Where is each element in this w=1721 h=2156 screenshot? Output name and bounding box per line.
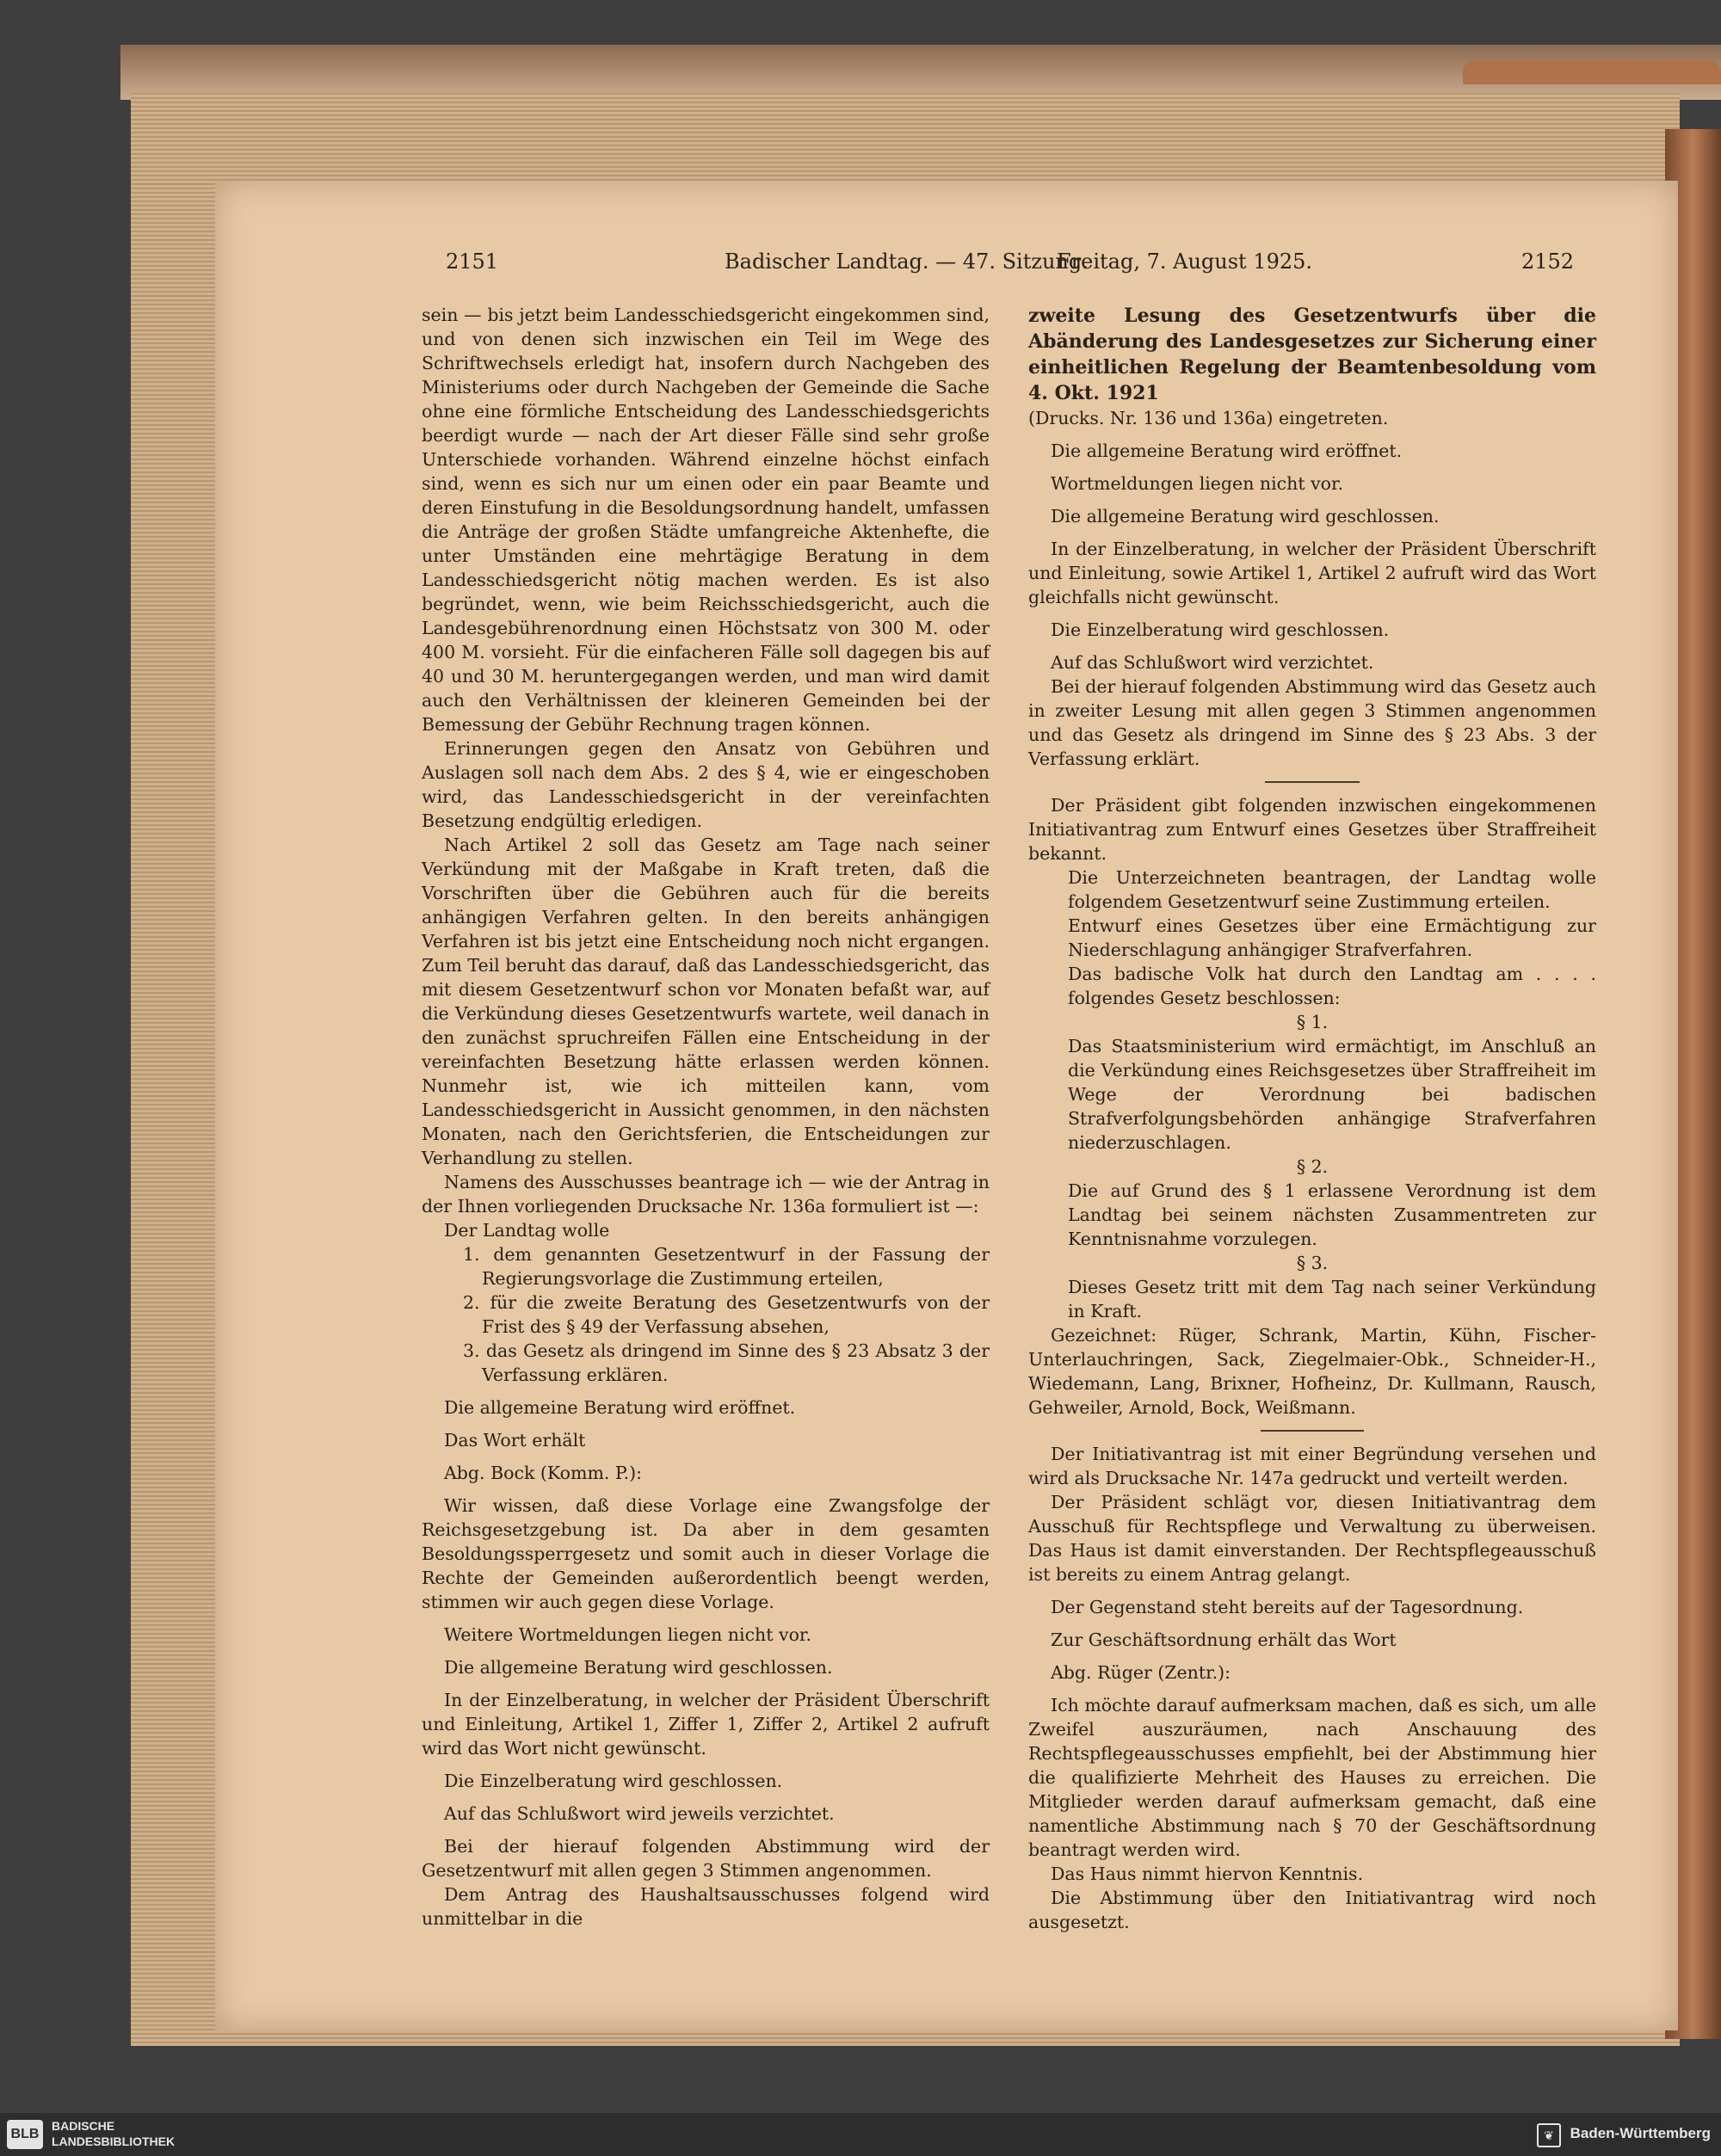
paragraph: Bei der hierauf folgenden Abstimmung wird das Gesetz auch in zweiter Lesung mit allen gegen 3 Stimmen angenommen und das Gesetz als dringend im Sinne des § 23 Abs. 3 der Verfassung erklärt. — [1028, 676, 1596, 769]
paragraph: Erinnerungen gegen den Ansatz von Gebühren und Auslagen soll nach dem Abs. 2 des § 4, wie er eingeschoben wird, das Landesschiedsgericht in der vereinfachten Besetzung endgültig erledigen. — [422, 738, 990, 831]
speaker: Abg. Rüger (Zentr.): — [1051, 1662, 1231, 1683]
paragraph: Die allgemeine Beratung wird geschlossen. — [1051, 506, 1440, 527]
paragraph: Das badische Volk hat durch den Landtag am . . . . folgendes Gesetz beschlossen: — [1068, 964, 1596, 1008]
section-heading: § 2. — [1296, 1156, 1329, 1177]
paragraph: Bei der hierauf folgenden Abstimmung wird der Gesetzentwurf mit allen gegen 3 Stimmen angenommen. — [422, 1836, 990, 1881]
page-number-left: 2151 — [446, 249, 499, 274]
page-number-right: 2152 — [1521, 249, 1575, 274]
paragraph: sein — bis jetzt beim Landesschiedsgericht eingekommen sind, und von denen sich inzwischen ein Teil im Wege des Schriftwechsels erledigt hat, insofern durch Nachgeben des Ministeriums oder durch Nachgeben der Gemeinde die Sache ohne eine förmliche Entscheidung des Landesschiedsgerichts beerdigt wurde — nach der Art dieser Fälle sind sehr große Unterschiede vorhanden. Während einzelne höchst einfach sind, wenn es sich nur um einen oder ein paar Beamte und deren Einstufung in die Besoldungsordnung handelt, umfassen die Anträge der großen Städte umfangreiche Aktenhefte, die unter Umständen eine mehrtägige Beratung in dem Landesschiedsgericht nötig machen werden. Es ist also begründet, wenn, wie beim Reichsschiedsgericht, auch die Landesgebührenordnung einen Höchstsatz von 300 M. oder 400 M. vorsieht. Für die einfacheren Fälle soll dagegen bis auf 40 und 30 M. heruntergegangen werden, und man wird damit auch den Verhältnissen der kleineren Gemeinden bei der Bemessung der Gebühr Rechnung tragen können. — [422, 305, 990, 735]
paragraph: Wir wissen, daß diese Vorlage eine Zwangsfolge der Reichsgesetzgebung ist. Da aber in dem gesamten Besoldungssperrgesetz und somit auch in dieser Vorlage die Rechte der Gemeinden außerordentlich beengt werden, stimmen wir auch gegen diese Vorlage. — [422, 1495, 990, 1612]
agenda-subtitle: (Drucks. Nr. 136 und 136a) eingetreten. — [1028, 408, 1389, 428]
library-name-line1: BADISCHE — [52, 2119, 115, 2133]
paragraph: Die allgemeine Beratung wird eröffnet. — [444, 1397, 796, 1418]
signatories: Gezeichnet: Rüger, Schrank, Martin, Kühn, Fischer-Unterlauchringen, Sack, Ziegelmaier-Obk., Schneider-H., Wiedemann, Lang, Brixner, Hofheinz, Dr. Kullmann, Rausch, Gehweiler, Arnold, Bock, Weißmann. — [1028, 1325, 1596, 1418]
library-name — [52, 2118, 175, 2149]
paragraph: Der Initiativantrag ist mit einer Begründung versehen und wird als Drucksache Nr. 147a gedruckt und verteilt werden. — [1028, 1444, 1596, 1488]
paragraph: Auf das Schlußwort wird verzichtet. — [1051, 652, 1374, 673]
paragraph: Die auf Grund des § 1 erlassene Verordnung ist dem Landtag bei seinem nächsten Zusammentreten zur Kenntnisnahme vorzulegen. — [1068, 1180, 1596, 1249]
section-heading: § 3. — [1296, 1253, 1329, 1273]
paragraph: Zur Geschäftsordnung erhält das Wort — [1051, 1629, 1397, 1650]
list-item: 2. für die zweite Beratung des Gesetzentwurfs von der Frist des § 49 der Verfassung absehen, — [463, 1292, 990, 1337]
section-divider — [1261, 1430, 1364, 1432]
paragraph: Der Präsident gibt folgenden inzwischen eingekommenen Initiativantrag zum Entwurf eines Gesetzes über Straffreiheit bekannt. — [1028, 795, 1596, 864]
paragraph: Namens des Ausschusses beantrage ich — wie der Antrag in der Ihnen vorliegenden Drucksache Nr. 136a formuliert ist —: — [422, 1172, 990, 1217]
paragraph: Wortmeldungen liegen nicht vor. — [1051, 473, 1344, 494]
section-divider — [1265, 781, 1360, 783]
speaker: Abg. Bock (Komm. P.): — [444, 1463, 642, 1483]
library-name-line2: LANDESBIBLIOTHEK — [52, 2134, 176, 2148]
paragraph: Die allgemeine Beratung wird eröffnet. — [1051, 440, 1403, 461]
paragraph: Das Haus nimmt hiervon Kenntnis. — [1051, 1863, 1364, 1884]
blb-logo[interactable]: BLB — [7, 2120, 43, 2149]
paragraph: Dieses Gesetz tritt mit dem Tag nach seiner Verkündung in Kraft. — [1068, 1277, 1596, 1321]
left-column — [422, 303, 990, 1931]
coat-of-arms-icon: ❦ — [1537, 2123, 1561, 2147]
paragraph: Der Gegenstand steht bereits auf der Tagesordnung. — [1051, 1597, 1524, 1617]
viewer-footer — [0, 2113, 1721, 2156]
paragraph: In der Einzelberatung, in welcher der Präsident Überschrift und Einleitung, Artikel 1, Ziffer 1, Ziffer 2, Artikel 2 aufruft wird das Wort nicht gewünscht. — [422, 1690, 990, 1759]
right-column — [1028, 303, 1596, 1934]
paragraph: Die allgemeine Beratung wird geschlossen. — [444, 1657, 833, 1678]
section-heading: § 1. — [1296, 1012, 1329, 1032]
paragraph: Nach Artikel 2 soll das Gesetz am Tage nach seiner Verkündung mit der Maßgabe in Kraft treten, daß die Vorschriften über die Gebühren auch für die bereits anhängigen Verfahren gelten. In den bereits anhängigen Verfahren ist bis jetzt eine Entscheidung noch nicht ergangen. Zum Teil beruht das darauf, daß das Landesschiedsgericht, das mit diesem Gesetzentwurf schon vor Monaten befaßt war, auf die Verkündung dieses Gesetzentwurfs wartete, weil danach in den zunächst spruchreifen Fällen eine Entscheidung in der vereinfachten Besetzung hätte erlassen werden können. Nunmehr ist, wie ich mitteilen kann, vom Landesschiedsgericht in Aussicht genommen, in den nächsten Monaten, nach den Gerichtsferien, die Entscheidungen zur Verhandlung zu stellen. — [422, 835, 990, 1168]
paragraph: Weitere Wortmeldungen liegen nicht vor. — [444, 1624, 811, 1645]
paragraph: Der Präsident schlägt vor, diesen Initiativantrag dem Ausschuß für Rechtspflege und Verwaltung zu überweisen. Das Haus ist damit einverstanden. Der Rechtspflegeausschuß ist bereits zu einem Antrag gelangt. — [1028, 1492, 1596, 1585]
book-top-edge — [120, 45, 1721, 100]
list-item: 3. das Gesetz als dringend im Sinne des § 23 Absatz 3 der Verfassung erklären. — [463, 1340, 990, 1385]
running-title: Badischer Landtag. — 47. Sitzung. — [725, 249, 1089, 274]
agenda-title: zweite Lesung des Gesetzentwurfs über die Abänderung des Landesgesetzes zur Sicherung einer einheitlichen Regelung der Beamtenbesoldung vom 4. Okt. 1921 — [1028, 305, 1596, 404]
paragraph: In der Einzelberatung, in welcher der Präsident Überschrift und Einleitung, sowie Artikel 1, Artikel 2 aufruft wird das Wort gleichfalls nicht gewünscht. — [1028, 539, 1596, 607]
session-date: Freitag, 7. August 1925. — [1057, 249, 1313, 274]
paragraph: Das Staatsministerium wird ermächtigt, im Anschluß an die Verkündung eines Reichsgesetzes über Straffreiheit im Wege der Verordnung bei badischen Strafverfolgungsbehörden anhängige Strafverfahren niederzuschlagen. — [1068, 1036, 1596, 1153]
state-name[interactable]: Baden-Württemberg — [1570, 2125, 1711, 2141]
paragraph: Das Wort erhält — [444, 1430, 586, 1451]
paragraph: Die Unterzeichneten beantragen, der Landtag wolle folgendem Gesetzentwurf seine Zustimmung erteilen. — [1068, 867, 1596, 912]
paragraph: Auf das Schlußwort wird jeweils verzichtet. — [444, 1803, 835, 1824]
paragraph: Entwurf eines Gesetzes über eine Ermächtigung zur Niederschlagung anhängiger Strafverfahren. — [1068, 915, 1596, 960]
paragraph: Dem Antrag des Haushaltsausschusses folgend wird unmittelbar in die — [422, 1884, 990, 1929]
paragraph: Ich möchte darauf aufmerksam machen, daß es sich, um alle Zweifel auszuräumen, nach Anschauung des Rechtspflegeausschusses empfiehlt, bei der Abstimmung hier die qualifizierte Mehrheit des Hauses zu erreichen. Die Mitglieder werden darauf aufmerksam gemacht, daß eine namentliche Abstimmung nach § 70 der Geschäftsordnung beantragt werden wird. — [1028, 1695, 1596, 1860]
paragraph: Die Abstimmung über den Initiativantrag wird noch ausgesetzt. — [1028, 1888, 1596, 1932]
paragraph: Die Einzelberatung wird geschlossen. — [1051, 619, 1390, 640]
paragraph: Der Landtag wolle — [444, 1220, 610, 1241]
list-item: 1. dem genannten Gesetzentwurf in der Fassung der Regierungsvorlage die Zustimmung erteilen, — [463, 1244, 990, 1289]
paragraph: Die Einzelberatung wird geschlossen. — [444, 1771, 783, 1791]
